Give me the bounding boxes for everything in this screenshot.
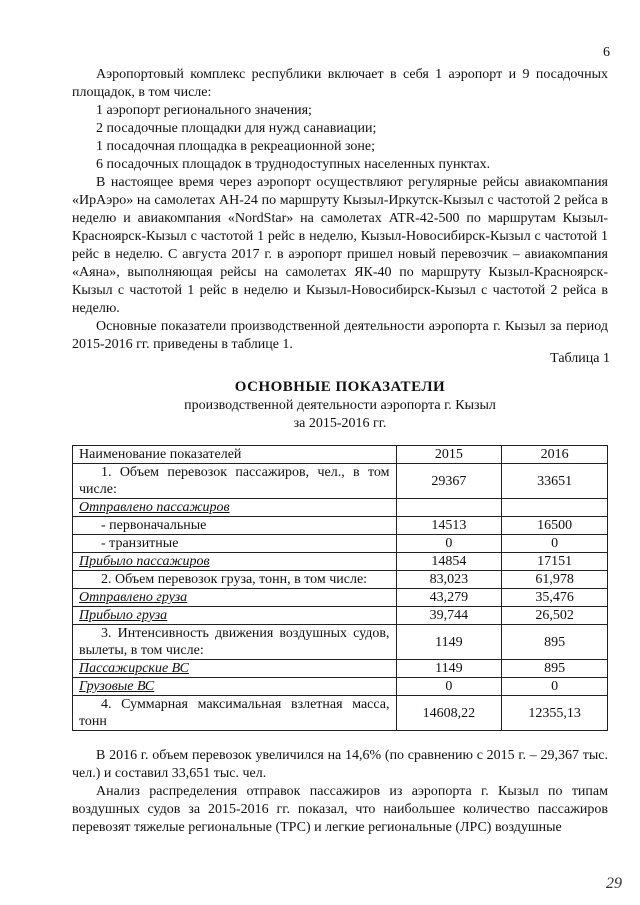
list-item: 6 посадочных площадок в труднодоступных населенных пунктах.: [96, 157, 491, 172]
value-2015-cell: 14854: [396, 553, 502, 571]
table-row: [73, 625, 608, 660]
row-label-cell: [73, 499, 397, 517]
value-2016-cell: 16500: [502, 517, 608, 535]
table-row: [73, 660, 608, 678]
carriers-paragraph: В настоящее время через аэропорт осуществляют регулярные рейсы авиакомпания «ИрАэро» на самолетах АН-24 по маршруту Кызыл-Иркутск-Кызыл с частотой 2 рейса в неделю и авиакомпания «NordStar» на самолетах ATR-42-500 по маршрутам Кызыл-Красноярск-Кызыл с частотой 1 рейс в неделю, Кызыл-Новосибирск-Кызыл с частотой 1 рейс в неделю. С августа 2017 г. в аэропорт пришел новый перевозчик – авиакомпания «Аяна», выполняющая рейсы на самолетах ЯК-40 по маршруту Кызыл-Красноярск-Кызыл с частотой 1 рейс в неделю и Кызыл-Новосибирск-Кызыл с частотой 2 рейса в неделю.: [72, 175, 608, 316]
row-label-cell: [73, 660, 397, 678]
value-2015-cell: 83,023: [396, 571, 502, 589]
value-2016-cell: [502, 499, 608, 517]
header-cell: 2016: [502, 446, 608, 464]
table-row: [73, 696, 608, 731]
value-2015-cell: 39,744: [396, 607, 502, 625]
value-2016-cell: 895: [502, 660, 608, 678]
row-label-cell: - транзитные: [73, 535, 397, 553]
table-row: [73, 553, 608, 571]
table-title: ОСНОВНЫЕ ПОКАЗАТЕЛИ: [234, 379, 446, 395]
row-label-cell: 3. Интенсивность движения воздушных судов, вылеты, в том числе:: [73, 625, 397, 660]
value-2016-cell: 35,476: [502, 589, 608, 607]
row-label-cell: 4. Суммарная максимальная взлетная масса, тонн: [73, 696, 397, 731]
value-2016-cell: 0: [502, 678, 608, 696]
row-label: Прибыло пассажиров: [79, 554, 210, 569]
row-label: Пассажирские ВС: [79, 661, 189, 676]
list-item: 1 посадочная площадка в рекреационной зоне;: [96, 139, 376, 154]
row-label-cell: [73, 553, 397, 571]
value-2015-cell: 0: [396, 678, 502, 696]
page-number: 6: [603, 45, 610, 60]
table-row: [73, 571, 608, 589]
table-label: Таблица 1: [550, 351, 610, 366]
table-subtitle: производственной деятельности аэропорта г. Кызыл: [184, 398, 496, 413]
table-subtitle-years: за 2015-2016 гг.: [293, 416, 387, 431]
handwritten-signature: 29: [606, 875, 622, 892]
table-reference-paragraph: Основные показатели производственной деятельности аэропорта г. Кызыл за период 2015-2016 гг. приведены в таблице 1.: [72, 319, 608, 352]
intro-paragraph: Аэропортовый комплекс республики включает в себя 1 аэропорт и 9 посадочных площадок, в том числе:: [72, 67, 608, 100]
value-2016-cell: 33651: [502, 464, 608, 499]
table-row: [73, 499, 608, 517]
value-2016-cell: 17151: [502, 553, 608, 571]
row-label-cell: 1. Объем перевозок пассажиров, чел., в том числе:: [73, 464, 397, 499]
table-row: [73, 678, 608, 696]
table-row: [73, 535, 608, 553]
value-2016-cell: 26,502: [502, 607, 608, 625]
value-2015-cell: 29367: [396, 464, 502, 499]
row-label: Прибыло груза: [79, 608, 168, 623]
header-cell: 2015: [396, 446, 502, 464]
value-2015-cell: 0: [396, 535, 502, 553]
table-header-row: [73, 446, 608, 464]
intro-section: [72, 66, 608, 354]
analysis-paragraph: Анализ распределения отправок пассажиров из аэропорта г. Кызыл по типам воздушных судов за 2015-2016 гг. показал, что наибольшее количество пассажиров перевозят тяжелые региональные (ТРС) и легкие региональные (ЛРС) воздушные: [72, 784, 608, 835]
table-row: [73, 607, 608, 625]
value-2015-cell: [396, 499, 502, 517]
table-row: [73, 589, 608, 607]
table-row: [73, 464, 608, 499]
growth-paragraph: В 2016 г. объем перевозок увеличился на 14,6% (по сравнению с 2015 г. – 29,367 тыс. чел.) и составил 33,651 тыс. чел.: [72, 748, 608, 781]
row-label: Отправлено пассажиров: [79, 500, 230, 515]
value-2016-cell: 61,978: [502, 571, 608, 589]
row-label-cell: - первоначальные: [73, 517, 397, 535]
row-label-cell: [73, 607, 397, 625]
indicators-table: [72, 445, 608, 731]
header-cell: Наименование показателей: [73, 446, 397, 464]
table-row: [73, 517, 608, 535]
row-label-cell: [73, 589, 397, 607]
value-2016-cell: 0: [502, 535, 608, 553]
analysis-section: [72, 747, 608, 837]
row-label-cell: [73, 678, 397, 696]
value-2015-cell: 43,279: [396, 589, 502, 607]
value-2015-cell: 14513: [396, 517, 502, 535]
row-label: Грузовые ВС: [79, 679, 155, 694]
value-2016-cell: 895: [502, 625, 608, 660]
value-2015-cell: 14608,22: [396, 696, 502, 731]
list-item: 1 аэропорт регионального значения;: [96, 103, 312, 118]
value-2016-cell: 12355,13: [502, 696, 608, 731]
row-label: Отправлено груза: [79, 590, 188, 605]
row-label-cell: 2. Объем перевозок груза, тонн, в том числе:: [73, 571, 397, 589]
list-item: 2 посадочные площадки для нужд санавиации;: [96, 121, 377, 136]
value-2015-cell: 1149: [396, 660, 502, 678]
value-2015-cell: 1149: [396, 625, 502, 660]
